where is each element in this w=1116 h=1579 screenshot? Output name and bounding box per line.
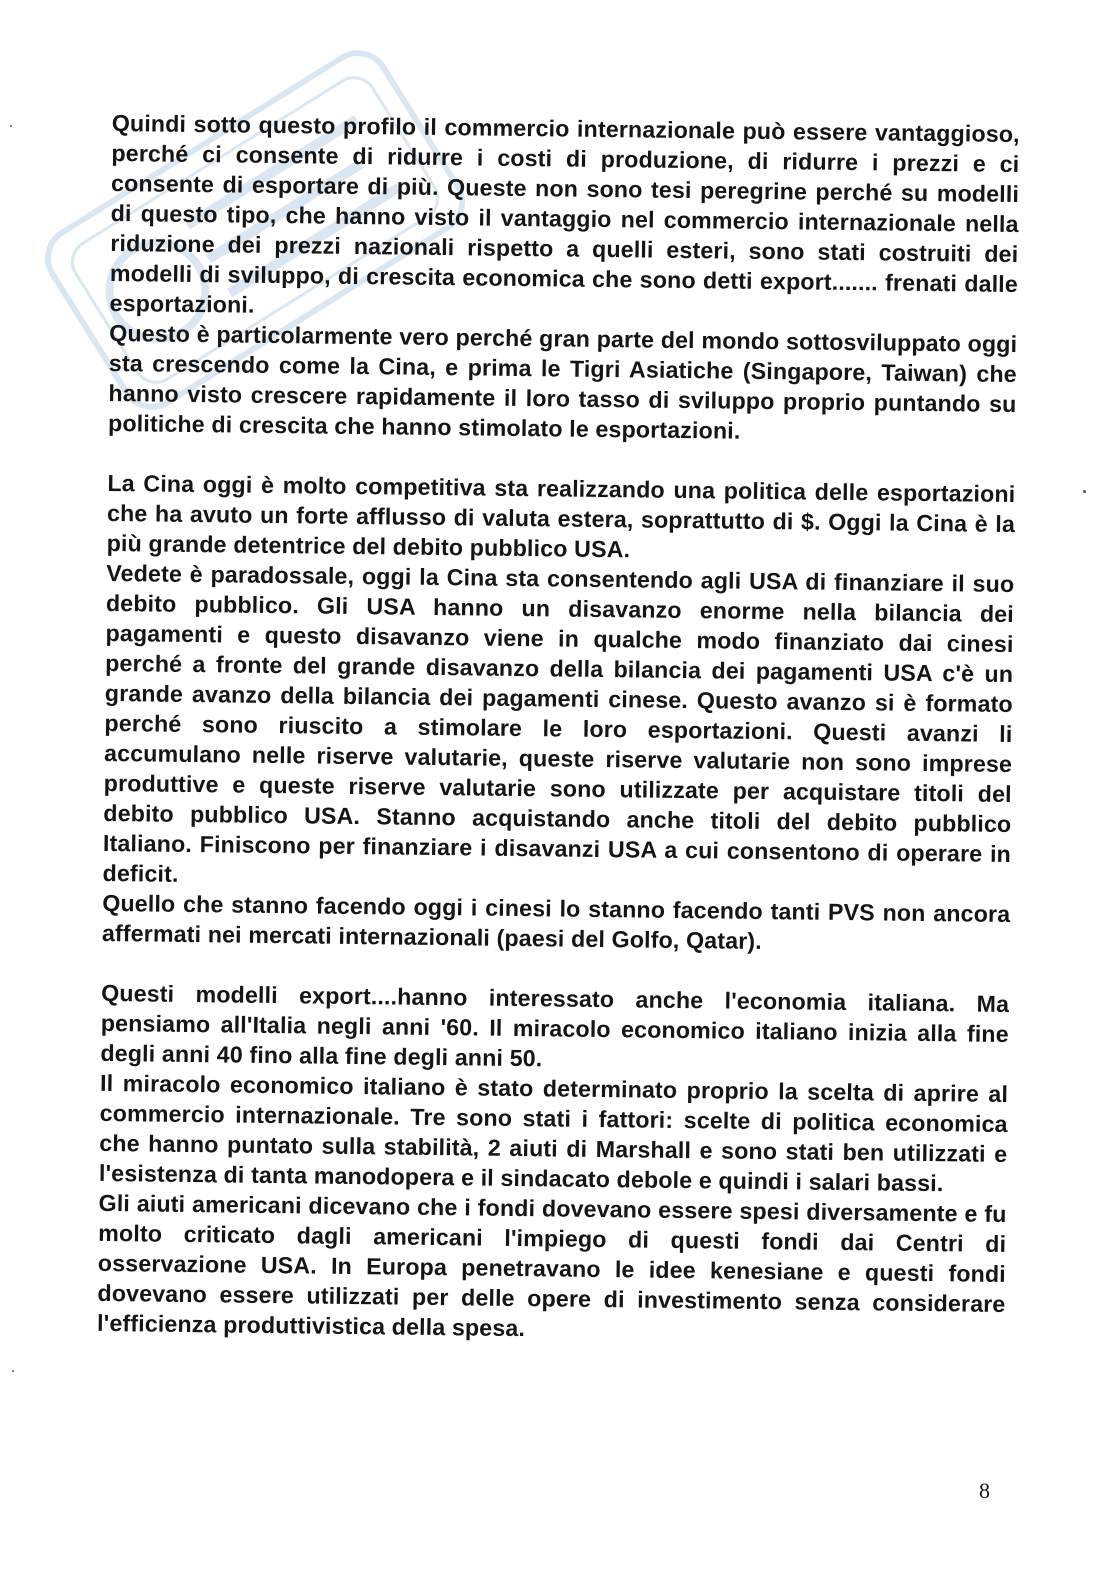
paragraph: Il miracolo economico italiano è stato determinato proprio la scelta di aprire al commercio internazionale. Tre sono stati i fattori: scelte di politica economica che hanno puntato sulla stabilità, 2 aiuti di Marshall e sono stati ben utilizzati e l'esistenza di tanta manodopera e il sindacato debole e quindi i salari bassi. [98,1069,1009,1197]
document-body [97,108,1020,1349]
paragraph: Questi modelli export....hanno interessato anche l'economia italiana. Ma pensiamo all'Italia negli anni '60. Il miracolo economico italiano inizia alla fine degli anni 40 fino alla fine degli anni 50. [100,979,1010,1072]
paragraph: Vedete è paradossale, oggi la Cina sta consentendo agli USA di finanziare il suo debito pubblico. Gli USA hanno un disavanzo enorme nella bilancia dei pagamenti e questo disavanzo viene in qualche modo finanziato dai cinesi perché a fronte del grande disavanzo della bilancia dei pagamenti USA c'è un grande avanzo della bilancia dei pagamenti cinese. Questo avanzo si è formato perché sono riuscito a stimolare le loro esportazioni. Questi avanzi li accumulano nelle riserve valutarie, queste riserve valutarie non sono imprese produttive e queste riserve valutarie sono utilizzate per acquistare titoli del debito pubblico USA. Stanno acquistando anche titoli del debito pubblico Italiano. Finiscono per finanziare i disavanzi USA a cui consentono di operare in deficit. [102,559,1015,887]
scan-speck [10,125,12,127]
scan-speck [1083,490,1086,493]
paragraph: Gli aiuti americani dicevano che i fondi dovevano essere spesi diversamente e fu molto criticato dagli americani l'impiego di questi fondi dai Centri di osservazione USA. In Europa penetravano le idee kenesiane e questi fondi dovevano essere utilizzati per delle opere di investimento senza considerare l'efficienza produttivistica della spesa. [96,1189,1007,1342]
paragraph: La Cina oggi è molto competitiva sta realizzando una politica delle esportazioni che ha avuto un forte afflusso di valuta estera, soprattutto di $. Oggi la Cina è la più grande detentrice del debito pubblico USA. [106,469,1016,563]
paragraph: Questo è particolarmente vero perché gran parte del mondo sottosviluppato oggi sta crescendo come la Cina, e prima le Tigri Asiatiche (Singapore, Taiwan) che hanno visto crescere rapidamente il loro tasso di sviluppo proprio puntando su politiche di crescita che hanno stimolato le esportazioni. [107,319,1018,444]
paragraph: Quello che stanno facendo oggi i cinesi lo stanno facendo tanti PVS non ancora affermati nei mercati internazionali (paesi del Golfo, Qatar). [101,889,1011,955]
scan-speck [12,1370,14,1372]
paragraph: Quindi sotto questo profilo il commercio internazionale può essere vantaggioso, perché ci consente di ridurre i costi di produzione, di ridurre i prezzi e ci consente di esportare di più. Queste non sono tesi peregrine perché su modelli di questo tipo, che hanno visto il vantaggio nel commercio internazionale nella riduzione dei prezzi nazionali rispetto a quelli esteri, sono stati costruiti dei modelli di sviluppo, di crescita economica che sono detti export....... frenati dalle esportazioni. [109,109,1020,318]
page-number: 8 [979,1478,990,1503]
